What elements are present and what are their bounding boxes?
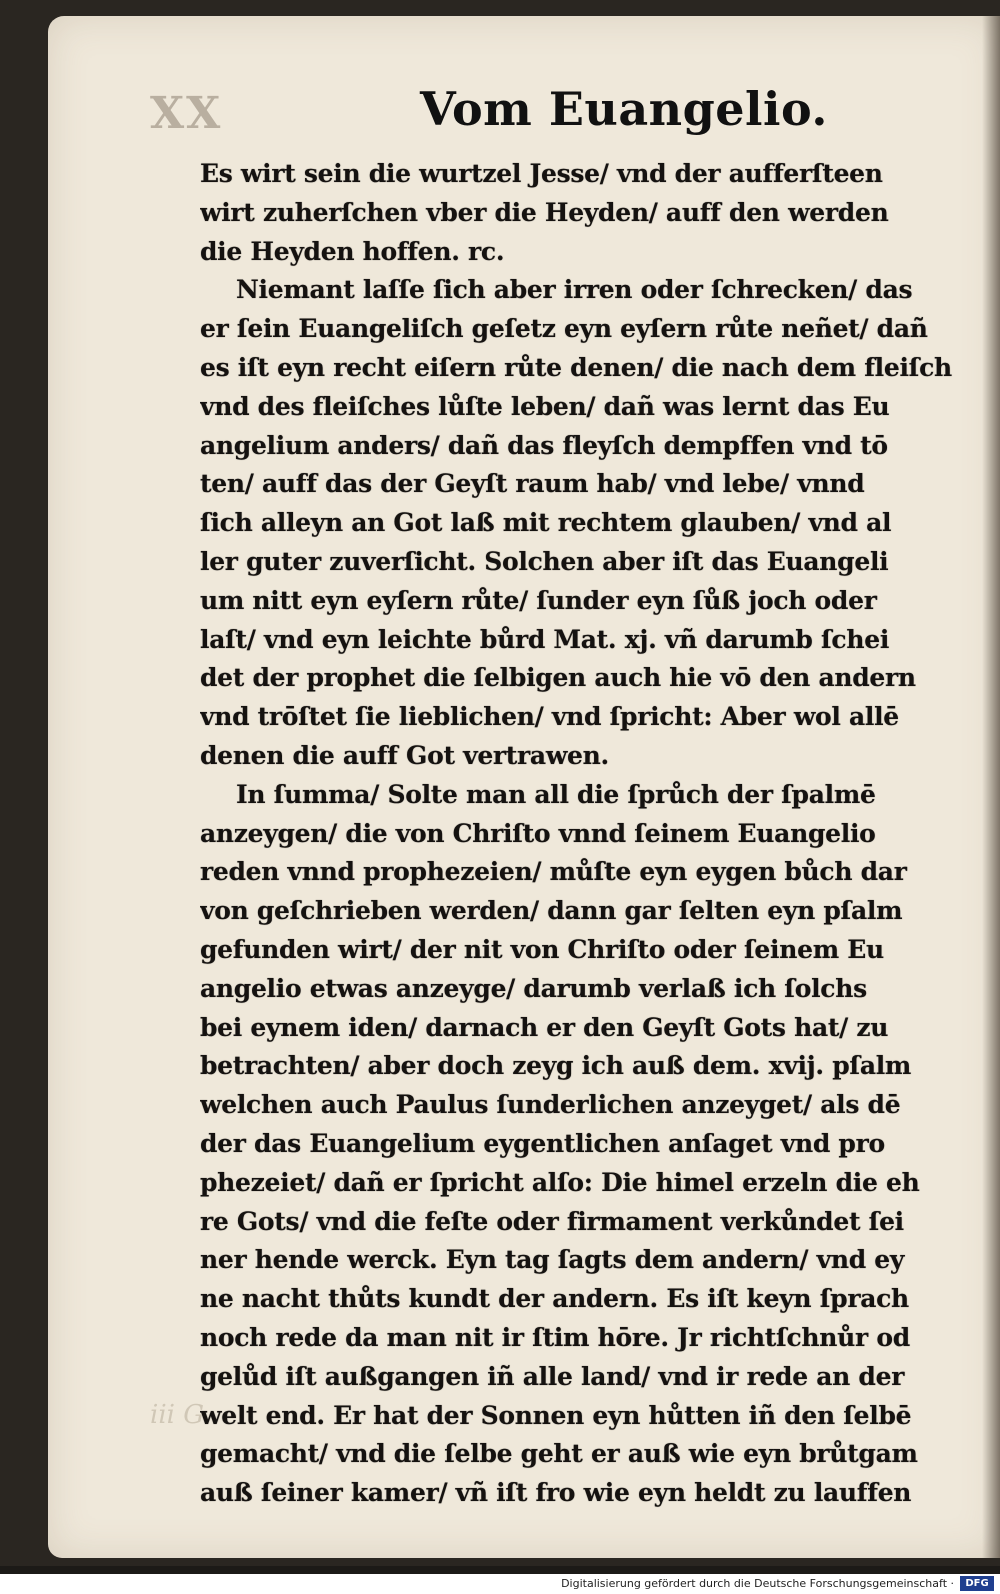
text-line: ner hende werck. Eyn tag ſagts dem andern/ vnd ey — [200, 1245, 905, 1275]
text-line: angelio etwas anzeyge/ darumb verlaß ich ſolchs — [200, 973, 867, 1003]
text-line: gelůd iſt außgangen iñ alle land/ vnd ir rede an der — [200, 1361, 905, 1391]
text-line: auß ſeiner kamer/ vñ iſt fro wie eyn heldt zu lauffen — [200, 1478, 912, 1508]
running-title: Vom Euangelio. — [420, 82, 828, 136]
text-line: ſich alleyn an Got laß mit rechtem glauben/ vnd al — [200, 508, 892, 538]
text-line: gefunden wirt/ der nit von Chriſto oder ſeinem Eu — [200, 934, 884, 964]
text-line: von geſchrieben werden/ dann gar ſelten eyn pſalm — [200, 896, 903, 926]
text-line: gemacht/ vnd die ſelbe geht er auß wie eyn brůtgam — [200, 1439, 918, 1469]
text-line: der das Euangelium eygentlichen anſaget vnd pro — [200, 1128, 885, 1158]
text-line: es iſt eyn recht eiſern růte denen/ die nach dem fleiſch — [200, 352, 952, 382]
bleed-through-text: iii G — [150, 1400, 204, 1430]
funding-credit: Digitalisierung gefördert durch die Deutsche Forschungsgemeinschaft · — [561, 1577, 954, 1590]
page-header — [150, 82, 950, 142]
text-line: vnd des fleiſches lůſte leben/ dañ was lernt das Eu — [200, 391, 890, 421]
text-line: denen die auff Got vertrawen. — [200, 740, 609, 770]
text-line: er ſein Euangeliſch geſetz eyn eyſern růte neñet/ dañ — [200, 314, 928, 344]
text-line: um nitt eyn eyſern růte/ ſunder eyn ſůß joch oder — [200, 585, 877, 615]
text-line: vnd trōſtet ſie lieblichen/ vnd ſpricht: Aber wol allē — [200, 702, 899, 732]
text-line: ler guter zuverſicht. Solchen aber iſt das Euangeli — [200, 546, 889, 576]
text-line: ne nacht thůts kundt der andern. Es iſt keyn ſprach — [200, 1284, 909, 1314]
dfg-logo[interactable]: DFG — [960, 1576, 994, 1591]
body-text — [200, 155, 960, 1513]
text-line: betrachten/ aber doch zeyg ich auß dem. xvij. pſalm — [200, 1051, 912, 1081]
text-line: det der prophet die ſelbigen auch hie vō den andern — [200, 663, 916, 693]
text-line: welchen auch Paulus ſunderlichen anzeyget/ als dē — [200, 1090, 901, 1120]
page-gutter — [982, 16, 1000, 1558]
text-line: noch rede da man nit ir ſtim hōre. Jr richtſchnůr od — [200, 1322, 910, 1352]
text-line: bei eynem iden/ darnach er den Geyſt Gots hat/ zu — [200, 1012, 889, 1042]
text-line: In ſumma/ Solte man all die ſprůch der ſpalmē — [236, 779, 876, 809]
text-line: re Gots/ vnd die feſte oder firmament verkůndet ſei — [200, 1206, 904, 1236]
text-line: die Heyden hoffen. rc. — [200, 236, 505, 266]
text-line: wirt zuherſchen vber die Heyden/ auff den werden — [200, 197, 889, 227]
text-line: phezeiet/ dañ er ſpricht alſo: Die himel erzeln die eh — [200, 1167, 920, 1197]
text-line: angelium anders/ dañ das fleyſch dempffen vnd tō — [200, 430, 888, 460]
text-line: Es wirt sein die wurtzel Jesse/ vnd der aufferſteen — [200, 159, 883, 188]
text-line: laſt/ vnd eyn leichte bůrd Mat. xj. vñ darumb ſchei — [200, 624, 890, 654]
text-line: ten/ auff das der Geyſt raum hab/ vnd lebe/ vnnd — [200, 469, 865, 499]
folio-number: XX — [150, 88, 223, 139]
text-line: anzeygen/ die von Chriſto vnnd ſeinem Euangelio — [200, 818, 876, 848]
text-line: welt end. Er hat der Sonnen eyn hůtten iñ den ſelbē — [200, 1400, 912, 1430]
text-line: reden vnnd prophezeien/ můſte eyn eygen bůch dar — [200, 857, 907, 887]
text-line: Niemant laſſe ſich aber irren oder ſchrecken/ das — [236, 275, 913, 305]
